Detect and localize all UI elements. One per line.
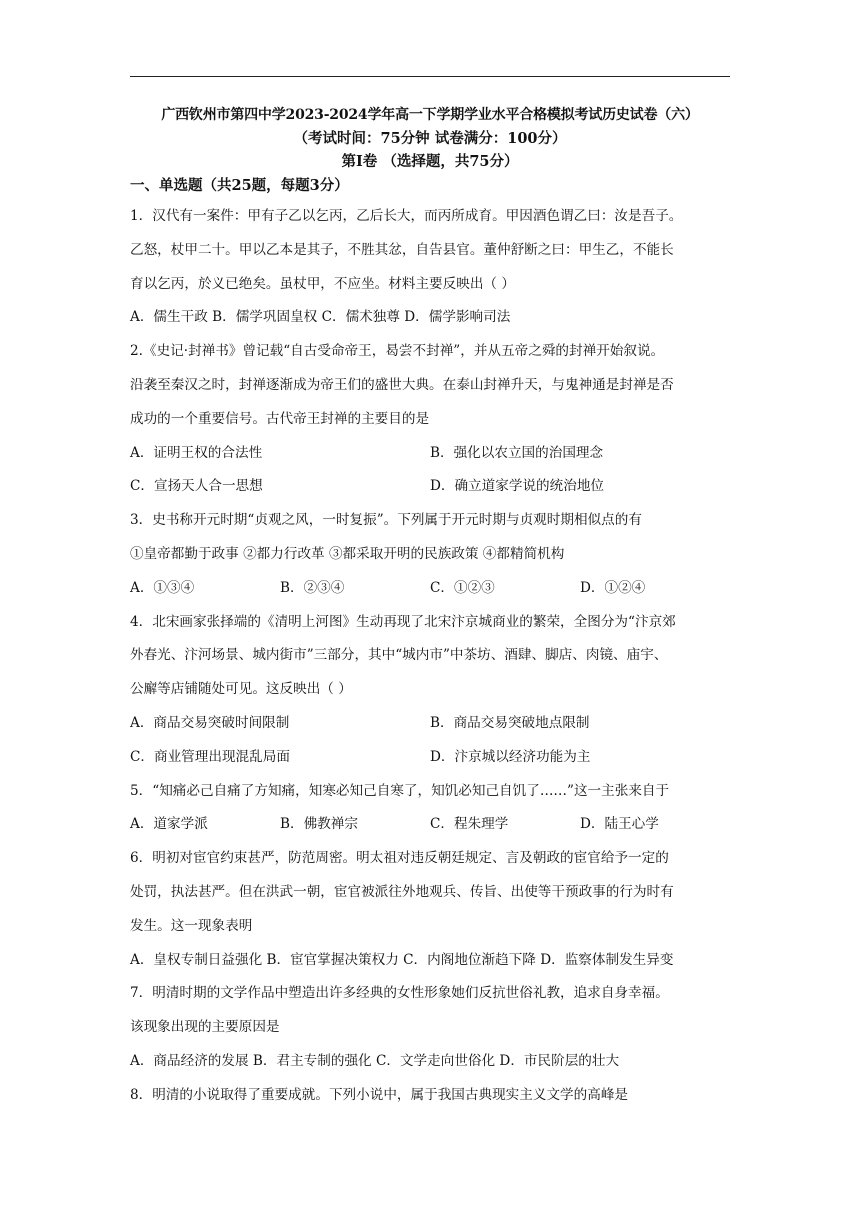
question-text-line: 育以乞丙，於义已绝矣。虽杖甲，不应坐。材料主要反映出（ ） bbox=[130, 275, 515, 292]
answer-option-d[interactable]: D．陆王心学 bbox=[580, 816, 659, 833]
question-text-line: ①皇帝都勤于政事 ②都力行改革 ③都采取开明的民族政策 ④都精简机构 bbox=[130, 545, 565, 562]
exam-header bbox=[130, 104, 730, 173]
answer-option-a[interactable]: A．商品交易突破时间限制 bbox=[130, 714, 290, 731]
question-text-line: 外春光、汴河场景、城内街市”三部分，其中“城内市”中茶坊、酒肆、脚店、肉镜、庙宇、 bbox=[130, 647, 668, 664]
answer-option-c[interactable]: C．①②③ bbox=[430, 579, 495, 596]
question-text-line: 乙怒，杖甲二十。甲以乙本是其子，不胜其忿，自告县官。董仲舒断之曰：甲生乙，不能长 bbox=[130, 241, 674, 258]
answer-option-b[interactable]: B．②③④ bbox=[280, 579, 345, 596]
question-list bbox=[130, 205, 732, 1118]
question-text-line: 2.《史记·封禅书》曾记载“自古受命帝王，曷尝不封禅”，并从五帝之舜的封禅开始叙说。 bbox=[130, 343, 665, 360]
answer-option[interactable]: A．皇权专制日益强化 B．宦官掌握决策权力 C．内阁地位渐趋下降 D．监察体制发生异变 bbox=[130, 951, 674, 968]
answer-option-d[interactable]: D．确立道家学说的统治地位 bbox=[430, 478, 605, 495]
answer-option-c[interactable]: C．程朱理学 bbox=[430, 816, 509, 833]
answer-options bbox=[130, 712, 732, 746]
question-5 bbox=[130, 780, 732, 848]
answer-options bbox=[130, 746, 732, 780]
question-text-line: 7．明清时期的文学作品中塑造出许多经典的女性形象她们反抗世俗礼教，追求自身幸福。 bbox=[130, 985, 669, 1002]
answer-options bbox=[130, 306, 732, 340]
answer-options bbox=[130, 475, 732, 509]
question-text-line: 公廨等店铺随处可见。这反映出（ ） bbox=[130, 681, 352, 698]
answer-option-d[interactable]: D．汴京城以经济功能为主 bbox=[430, 748, 591, 765]
question-text-line: 发生。这一现象表明 bbox=[130, 917, 253, 934]
question-1 bbox=[130, 205, 732, 340]
exam-info: （考试时间：75分钟 试卷满分：100分） bbox=[293, 130, 567, 147]
question-7 bbox=[130, 982, 732, 1083]
question-3 bbox=[130, 509, 732, 610]
answer-option-b[interactable]: B．佛教禅宗 bbox=[280, 816, 358, 833]
answer-options bbox=[130, 813, 732, 847]
question-6 bbox=[130, 847, 732, 982]
answer-option-c[interactable]: C．商业管理出现混乱局面 bbox=[130, 748, 290, 765]
question-8 bbox=[130, 1084, 732, 1118]
answer-option-a[interactable]: A．证明王权的合法性 bbox=[130, 444, 263, 461]
question-text-line: 沿袭至秦汉之时，封禅逐渐成为帝王们的盛世大典。在泰山封禅升天，与鬼神通是封禅是否 bbox=[130, 376, 674, 393]
question-text-line: 该现象出现的主要原因是 bbox=[130, 1019, 280, 1036]
answer-option-a[interactable]: A．道家学派 bbox=[130, 816, 208, 833]
question-text-line: 4．北宋画家张择端的《清明上河图》生动再现了北宋汴京城商业的繁荣，全图分为“汴京郊 bbox=[130, 613, 676, 630]
question-2 bbox=[130, 340, 732, 509]
question-text-line: 成功的一个重要信号。古代帝王封禅的主要目的是 bbox=[130, 410, 430, 427]
answer-option-b[interactable]: B．商品交易突破地点限制 bbox=[430, 714, 590, 731]
question-4 bbox=[130, 611, 732, 780]
answer-options bbox=[130, 949, 732, 983]
question-text-line: 8．明清的小说取得了重要成就。下列小说中，属于我国古典现实主义文学的高峰是 bbox=[130, 1086, 629, 1103]
question-text-line: 1．汉代有一案件：甲有子乙以乞丙，乙后长大，而丙所成育。甲因酒色谓乙曰：汝是吾子。 bbox=[130, 208, 683, 224]
answer-option[interactable]: A．商品经济的发展 B．君主专制的强化 C．文学走向世俗化 D．市民阶层的壮大 bbox=[130, 1052, 620, 1069]
answer-option-d[interactable]: D．①②④ bbox=[580, 579, 646, 596]
question-text-line: 3．史书称开元时期“贞观之风，一时复振”。下列属于开元时期与贞观时期相似点的有 bbox=[130, 512, 642, 529]
volume-title: 第I卷 （选择题，共75分） bbox=[341, 153, 519, 170]
answer-options bbox=[130, 577, 732, 611]
answer-option-a[interactable]: A．①③④ bbox=[130, 579, 195, 596]
exam-title: 广西钦州市第四中学2023-2024学年高一下学期学业水平合格模拟考试历史试卷（六） bbox=[161, 107, 699, 123]
answer-options bbox=[130, 1050, 732, 1084]
answer-option-b[interactable]: B．强化以农立国的治国理念 bbox=[430, 444, 604, 461]
answer-options bbox=[130, 442, 732, 476]
question-text-line: 5．“知痛必己自痛了方知痛，知寒必知己自寒了，知饥必知己自饥了……”这一主张来自于 bbox=[130, 782, 670, 799]
question-text-line: 处罚，执法甚严。但在洪武一朝，宦官被派往外地观兵、传旨、出使等干预政事的行为时有 bbox=[130, 883, 674, 900]
section-heading: 一、单选题（共25题，每题3分） bbox=[130, 177, 349, 194]
header-rule bbox=[130, 76, 730, 77]
answer-option-c[interactable]: C．宣扬天人合一思想 bbox=[130, 478, 263, 495]
answer-option[interactable]: A．儒生干政 B．儒学巩固皇权 C．儒术独尊 D．儒学影响司法 bbox=[130, 309, 511, 326]
question-text-line: 6．明初对宦官约束甚严，防范周密。明太祖对违反朝廷规定、言及朝政的宦官给予一定的 bbox=[130, 850, 669, 867]
